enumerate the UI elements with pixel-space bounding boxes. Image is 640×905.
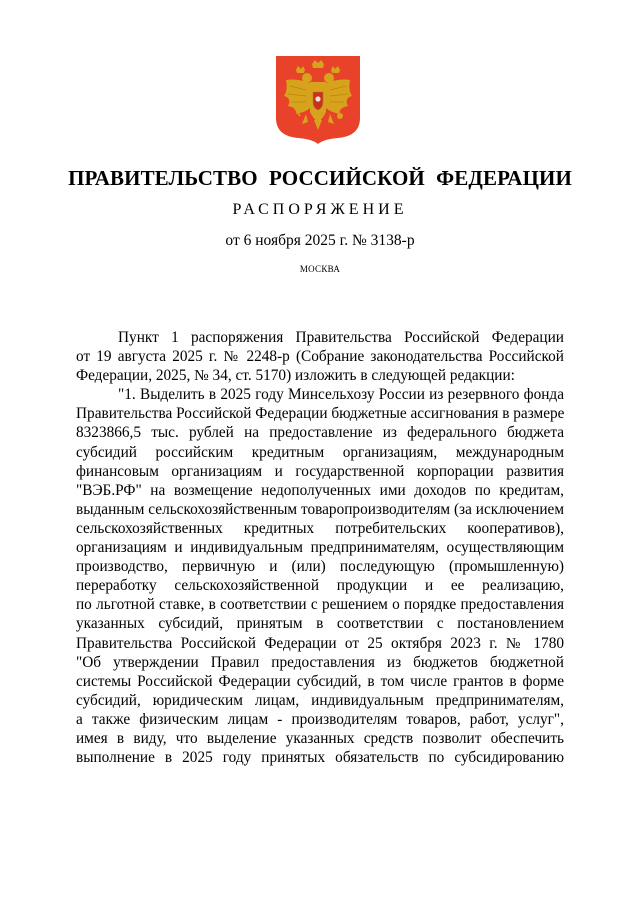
body-line: сельскохозяйственных кредитных потребительских кооперативов), <box>76 519 564 537</box>
body-line: выданным сельскохозяйственным товаропроизводителям (за исключением <box>76 500 564 518</box>
body-line: организациям и индивидуальным предпринимателям, осуществляющим <box>76 539 564 557</box>
body-line: финансовым организациям и государственной корпорации развития <box>76 462 564 480</box>
body-line: 8323866,5 тыс. рублей на предоставление из федерального бюджета <box>76 424 564 442</box>
document-city: МОСКВА <box>299 264 341 274</box>
body-line: Федерации, 2025, № 34, ст. 5170) изложить в следующей редакции: <box>76 367 515 385</box>
body-line: субсидий, юридическим лицам, индивидуальным предпринимателям, <box>76 691 564 709</box>
body-line: Пункт 1 распоряжения Правительства Российской Федерации <box>118 329 564 346</box>
body-line: субсидий российским кредитным организациям, международным <box>76 443 564 461</box>
body-line: производство, первичную и (или) последующую (промышленную) <box>76 558 564 576</box>
body-line: "1. Выделить в 2025 году Минсельхозу России из резервного фонда <box>118 386 564 404</box>
organization-title: ПРАВИТЕЛЬСТВО РОССИЙСКОЙ ФЕДЕРАЦИИ <box>68 166 572 190</box>
document-date-number: от 6 ноября 2025 г. № 3138-р <box>225 232 415 249</box>
document-body <box>76 328 564 767</box>
body-line: по льготной ставке, в соответствии с решением о порядке предоставления <box>76 596 564 614</box>
document-type: РАСПОРЯЖЕНИЕ <box>232 201 408 218</box>
body-line: указанных субсидий, принятым в соответствии с постановлением <box>76 615 564 633</box>
body-line: системы Российской Федерации субсидий, в том числе грантов в форме <box>76 672 564 690</box>
body-line: Правительства Российской Федерации от 25 октября 2023 г. № 1780 <box>76 634 564 652</box>
body-line: выполнение в 2025 году принятых обязательств по субсидированию <box>76 749 564 767</box>
body-line: Правительства Российской Федерации бюджетные ассигнования в размере <box>76 405 564 423</box>
body-line: от 19 августа 2025 г. № 2248-р (Собрание законодательства Российской <box>76 348 564 366</box>
body-line: "Об утверждении Правил предоставления из бюджетов бюджетной <box>76 653 564 671</box>
body-line: а также физическим лицам - производителям товаров, работ, услуг", <box>76 710 564 728</box>
russian-coat-of-arms-icon <box>276 56 360 144</box>
body-line: имея в виду, что выделение указанных средств позволит обеспечить <box>76 729 564 747</box>
body-line: "ВЭБ.РФ" на возмещение недополученных ими доходов по кредитам, <box>76 481 564 499</box>
body-line: переработку сельскохозяйственной продукции и ее реализацию, <box>76 577 564 595</box>
